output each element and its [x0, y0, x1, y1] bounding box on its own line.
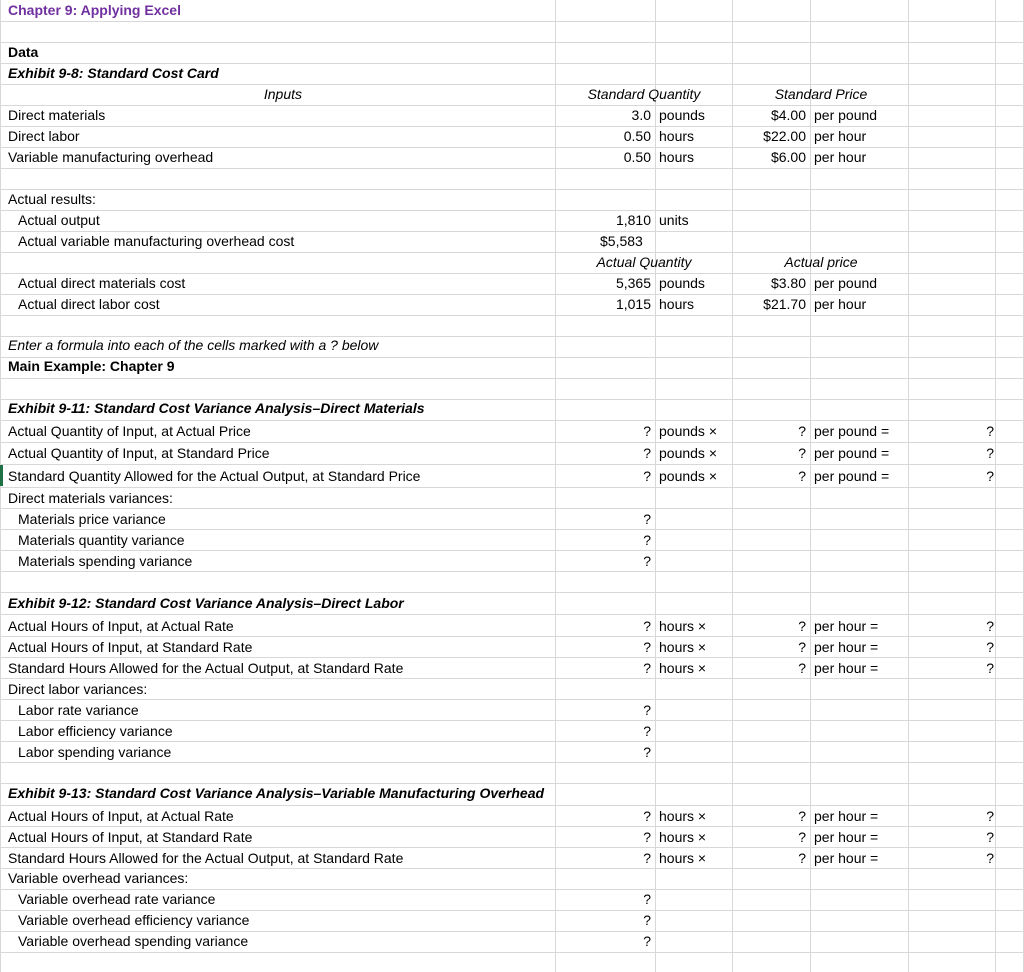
actual-output-label[interactable]: Actual output: [18, 212, 100, 228]
quantity-cell[interactable]: ?: [643, 423, 651, 439]
total-cell[interactable]: ?: [986, 808, 994, 824]
variance-label[interactable]: Labor rate variance: [18, 702, 139, 718]
quantity-unit[interactable]: hours ×: [659, 618, 707, 634]
total-cell[interactable]: ?: [986, 618, 994, 634]
total-cell[interactable]: ?: [986, 829, 994, 845]
actual-row-label[interactable]: Actual direct labor cost: [18, 296, 160, 312]
variance-label[interactable]: Variable overhead spending variance: [18, 933, 249, 949]
variance-label[interactable]: Materials price variance: [18, 511, 166, 527]
variance-label[interactable]: Variable overhead rate variance: [18, 891, 216, 907]
data-heading[interactable]: Data: [8, 44, 39, 60]
price-cell[interactable]: ?: [798, 808, 806, 824]
quantity-unit[interactable]: hours ×: [659, 639, 707, 655]
price-unit[interactable]: per hour =: [814, 639, 879, 655]
std-row-price[interactable]: $6.00: [770, 149, 806, 165]
variance-value[interactable]: ?: [643, 933, 651, 949]
actual-output-value[interactable]: 1,810: [615, 212, 651, 228]
price-unit[interactable]: per hour =: [814, 850, 879, 866]
quantity-unit[interactable]: hours ×: [659, 660, 707, 676]
exhibit-heading[interactable]: Exhibit 9-13: Standard Cost Variance Analysis–Variable Manufacturing Overhead: [8, 785, 545, 801]
std-row-price[interactable]: $4.00: [770, 107, 806, 123]
variance-value[interactable]: ?: [643, 723, 651, 739]
quantity-unit[interactable]: pounds ×: [659, 445, 717, 461]
price-unit[interactable]: per hour =: [814, 808, 879, 824]
quantity-unit[interactable]: hours ×: [659, 829, 707, 845]
quantity-cell[interactable]: ?: [643, 468, 651, 484]
variance-value[interactable]: ?: [643, 744, 651, 760]
variance-label[interactable]: Materials spending variance: [18, 553, 193, 569]
actual-row-price[interactable]: $3.80: [770, 275, 806, 291]
std-row-label[interactable]: Direct materials: [8, 107, 106, 123]
exhibit-row-label[interactable]: Actual Hours of Input, at Actual Rate: [8, 808, 234, 824]
actual-voh-cost-value[interactable]: $5,583: [600, 233, 643, 249]
actual-row-qty[interactable]: 5,365: [615, 275, 651, 291]
variance-label[interactable]: Labor efficiency variance: [18, 723, 173, 739]
variances-heading[interactable]: Direct materials variances:: [8, 490, 173, 506]
price-cell[interactable]: ?: [798, 829, 806, 845]
actual-row-qty-unit[interactable]: hours: [659, 296, 695, 312]
actual-output-unit[interactable]: units: [659, 212, 689, 228]
standard-price-header[interactable]: Standard Price: [774, 86, 868, 102]
variance-value[interactable]: ?: [643, 912, 651, 928]
std-row-qty[interactable]: 3.0: [631, 107, 651, 123]
actual-row-price-unit[interactable]: per hour: [814, 296, 867, 312]
std-row-qty[interactable]: 0.50: [623, 128, 651, 144]
std-row-price-unit[interactable]: per pound: [814, 107, 878, 123]
price-cell[interactable]: ?: [798, 445, 806, 461]
quantity-cell[interactable]: ?: [643, 808, 651, 824]
exhibit-row-label[interactable]: Actual Hours of Input, at Actual Rate: [8, 618, 234, 634]
actual-row-label[interactable]: Actual direct materials cost: [18, 275, 186, 291]
variance-value[interactable]: ?: [643, 532, 651, 548]
quantity-cell[interactable]: ?: [643, 660, 651, 676]
actual-results-heading[interactable]: Actual results:: [8, 191, 96, 207]
total-cell[interactable]: ?: [986, 468, 994, 484]
exhibit-row-label[interactable]: Actual Hours of Input, at Standard Rate: [8, 829, 253, 845]
variance-label[interactable]: Variable overhead efficiency variance: [18, 912, 250, 928]
actual-quantity-header[interactable]: Actual Quantity: [596, 254, 692, 270]
price-unit[interactable]: per hour =: [814, 829, 879, 845]
quantity-unit[interactable]: pounds ×: [659, 468, 717, 484]
price-unit[interactable]: per hour =: [814, 618, 879, 634]
price-unit[interactable]: per pound =: [814, 445, 890, 461]
inputs-label[interactable]: Inputs: [263, 86, 302, 102]
standard-cost-card-heading[interactable]: Exhibit 9-8: Standard Cost Card: [8, 65, 219, 81]
quantity-cell[interactable]: ?: [643, 850, 651, 866]
std-row-qty[interactable]: 0.50: [623, 149, 651, 165]
quantity-cell[interactable]: ?: [643, 445, 651, 461]
total-cell[interactable]: ?: [986, 639, 994, 655]
standard-quantity-header[interactable]: Standard Quantity: [587, 86, 701, 102]
variance-value[interactable]: ?: [643, 891, 651, 907]
total-cell[interactable]: ?: [986, 445, 994, 461]
variance-value[interactable]: ?: [643, 511, 651, 527]
quantity-unit[interactable]: hours ×: [659, 808, 707, 824]
std-row-label[interactable]: Direct labor: [8, 128, 80, 144]
variances-heading[interactable]: Direct labor variances:: [8, 681, 148, 697]
quantity-unit[interactable]: pounds ×: [659, 423, 717, 439]
actual-row-price[interactable]: $21.70: [763, 296, 806, 312]
exhibit-row-label[interactable]: Standard Hours Allowed for the Actual Output, at Standard Rate: [8, 660, 404, 676]
price-cell[interactable]: ?: [798, 468, 806, 484]
exhibit-row-label[interactable]: Actual Quantity of Input, at Standard Price: [8, 445, 270, 461]
exhibit-row-label[interactable]: Standard Quantity Allowed for the Actual Output, at Standard Price: [8, 468, 421, 484]
variances-heading[interactable]: Variable overhead variances:: [8, 870, 189, 886]
std-row-qty-unit[interactable]: hours: [659, 149, 695, 165]
main-example-heading[interactable]: Main Example: Chapter 9: [8, 358, 175, 374]
quantity-cell[interactable]: ?: [643, 829, 651, 845]
price-cell[interactable]: ?: [798, 639, 806, 655]
std-row-price-unit[interactable]: per hour: [814, 149, 867, 165]
price-cell[interactable]: ?: [798, 660, 806, 676]
variance-value[interactable]: ?: [643, 553, 651, 569]
price-cell[interactable]: ?: [798, 850, 806, 866]
exhibit-row-label[interactable]: Standard Hours Allowed for the Actual Output, at Standard Rate: [8, 850, 404, 866]
std-row-price[interactable]: $22.00: [763, 128, 806, 144]
std-row-price-unit[interactable]: per hour: [814, 128, 867, 144]
exhibit-heading[interactable]: Exhibit 9-11: Standard Cost Variance Analysis–Direct Materials: [8, 400, 425, 416]
actual-price-header[interactable]: Actual price: [784, 254, 858, 270]
quantity-cell[interactable]: ?: [643, 618, 651, 634]
quantity-unit[interactable]: hours ×: [659, 850, 707, 866]
quantity-cell[interactable]: ?: [643, 639, 651, 655]
actual-voh-cost-label[interactable]: Actual variable manufacturing overhead cost: [18, 233, 295, 249]
price-unit[interactable]: per pound =: [814, 423, 890, 439]
total-cell[interactable]: ?: [986, 660, 994, 676]
sheet-title[interactable]: Chapter 9: Applying Excel: [8, 2, 181, 18]
variance-value[interactable]: ?: [643, 702, 651, 718]
exhibit-row-label[interactable]: Actual Hours of Input, at Standard Rate: [8, 639, 253, 655]
actual-row-qty-unit[interactable]: pounds: [659, 275, 705, 291]
variance-label[interactable]: Materials quantity variance: [18, 532, 185, 548]
variance-label[interactable]: Labor spending variance: [18, 744, 172, 760]
exhibit-row-label[interactable]: Actual Quantity of Input, at Actual Price: [8, 423, 251, 439]
total-cell[interactable]: ?: [986, 423, 994, 439]
actual-row-price-unit[interactable]: per pound: [814, 275, 878, 291]
price-unit[interactable]: per hour =: [814, 660, 879, 676]
total-cell[interactable]: ?: [986, 850, 994, 866]
price-cell[interactable]: ?: [798, 423, 806, 439]
std-row-qty-unit[interactable]: hours: [659, 128, 695, 144]
instruction-text[interactable]: Enter a formula into each of the cells marked with a ? below: [8, 337, 379, 353]
price-cell[interactable]: ?: [798, 618, 806, 634]
price-unit[interactable]: per pound =: [814, 468, 890, 484]
exhibit-heading[interactable]: Exhibit 9-12: Standard Cost Variance Analysis–Direct Labor: [8, 595, 404, 611]
std-row-label[interactable]: Variable manufacturing overhead: [8, 149, 214, 165]
std-row-qty-unit[interactable]: pounds: [659, 107, 705, 123]
actual-row-qty[interactable]: 1,015: [615, 296, 651, 312]
